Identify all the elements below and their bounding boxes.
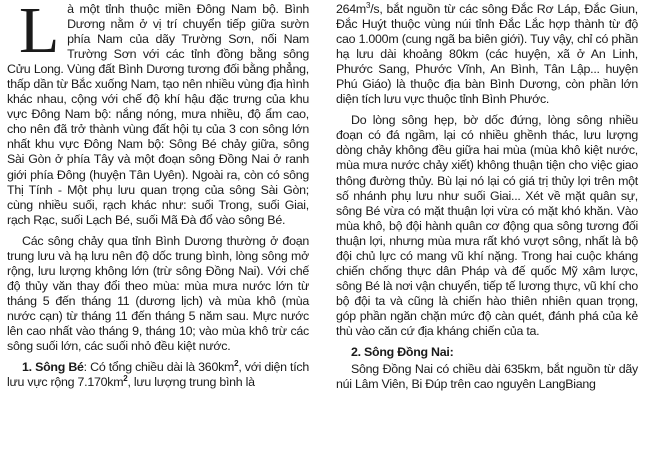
superscript-1: 2: [234, 358, 239, 368]
section-song-be-title: 1. Sông Bé: [22, 360, 84, 375]
continued-paragraph: [336, 2, 638, 107]
intro-paragraph: [7, 2, 309, 228]
superscript-2: 2: [123, 374, 128, 383]
section-song-be-text-1: : Có tổng chiều dài là 360km: [83, 360, 235, 375]
military-paragraph: Do lòng sông hẹp, bờ dốc đứng, lòng sông nhiều đoạn có đá ngầm, lại có nhiều ghềnh thác, lưu lượng dòng chảy không đều giữa hai mùa (mùa khô kiệt nước, mùa mưa nước chảy xiết) không thuận tiện cho việc giao thông đường thủy. Bù lại nó lại có giá trị thủy lợi trên một số nhánh phụ lưu như suối Giai... Xét về mặt quân sự, sông Bé vừa có mặt thuận lợi vừa có mặt khó khăn. Vào mùa khô, bộ đội hành quân cơ động qua sông tương đối thuận lợi, nhưng mùa mưa rất khó vượt sông, nhất là bộ đội chủ lực có mang vũ khí nặng. Trong hai cuộc kháng chiến chống thực dân Pháp và đế quốc Mỹ xâm lược, sông Bé là nơi vận chuyển, tiếp tế lương thực, vũ khí cho bộ đội ta và cũng là chiến hào thiên nhiên quan trọng, góp phần ngăn chặn mức độ càn quét, đánh phá của kẻ thù vào căn cứ địa kháng chiến của ta.: [336, 113, 638, 338]
section-song-be-text-3: , lưu lượng trung bình là: [127, 375, 255, 390]
continued-text: /s, bắt nguồn từ các sông Đắc Rơ Láp, Đắc Giun, Đắc Huýt thuộc vùng núi tỉnh Đắc Lắc hợp thành từ độ cao 1.000m (cung ngã ba biên giới). Tuy vậy, chỉ có phần hạ lưu dài khoảng 80km (các huyện, xã ở An Linh, Phước Sang, Phước Vĩnh, An Bình, Tân Lập... huyện Phú Giáo) là thuộc địa bàn Bình Dương, còn phần lớn diện tích lưu vực thuộc tỉnh Bình Phước.: [336, 2, 638, 107]
superscript-3: 3: [366, 0, 371, 10]
flow-rate: 264m: [336, 2, 366, 16]
section-song-dong-nai-title: 2. Sông Đồng Nai: [351, 345, 450, 360]
drop-cap: L: [19, 0, 60, 67]
intro-text: à một tỉnh thuộc miền Đông Nam bộ. Bình Dương nằm ở vị trí chuyển tiếp giữa sườn phía Nam của dãy Trường Sơn, nối Nam Trường Sơn với các tỉnh đồng bằng sông Cửu Long. Vùng đất Bình Dương tương đối bằng phẳng, thấp dần từ Bắc xuống Nam, tạo nên nhiều vùng địa hình khác nhau, cộng với chế độ khí hậu đặc trưng của khu vực Đông Nam bộ: nắng nóng, mưa nhiều, độ ẩm cao, cho nên đã trở thành vùng đất hội tụ của 3 con sông lớn nhất khu vực Đông Nam bộ: Sông Bé chảy giữa, sông Sài Gòn ở phía Tây và một đoạn sông Đồng Nai ở ranh giới phía Đông (huyện Tân Uyên). Ngoài ra, còn có sông Thị Tính - Một phụ lưu quan trọng của sông Sài Gòn; cùng nhiều suối, rạch khác như: suối Trong, suối Giai, rạch Rạc, suối Lạch Bé, suối Mã Đà đổ vào sông Bé.: [7, 2, 309, 227]
hydrology-paragraph: Các sông chảy qua tỉnh Bình Dương thường ở đoạn trung lưu và hạ lưu nên độ dốc trung bình, lòng sông mở rộng, lưu lượng không lớn (trừ sông Đồng Nai). Với chế độ thủy văn thay đổi theo mùa: mùa mưa nước lớn từ tháng 5 đến tháng 11 (dương lịch) và mùa khô (mùa nước cạn) từ tháng 11 đến tháng 5 năm sau. Mực nước lên cao nhất vào tháng 9, tháng 10; vào mùa khô trừ các sông suối lớn, các suối nhỏ đều kiệt nước.: [7, 233, 309, 354]
section-song-dong-nai-text: Sông Đồng Nai có chiều dài 635km, bắt nguồn từ dãy núi Lâm Viên, Bi Đúp trên cao nguyên LangBiang: [336, 362, 638, 392]
right-column: [336, 2, 638, 398]
section-song-dong-nai-heading: [336, 345, 638, 360]
section-song-be: [7, 360, 309, 390]
left-column: [7, 2, 309, 392]
section-song-dong-nai-colon: :: [449, 345, 454, 360]
section-song-be-text-2: , với diện tích lưu vực rộng 7.170km: [7, 360, 309, 390]
